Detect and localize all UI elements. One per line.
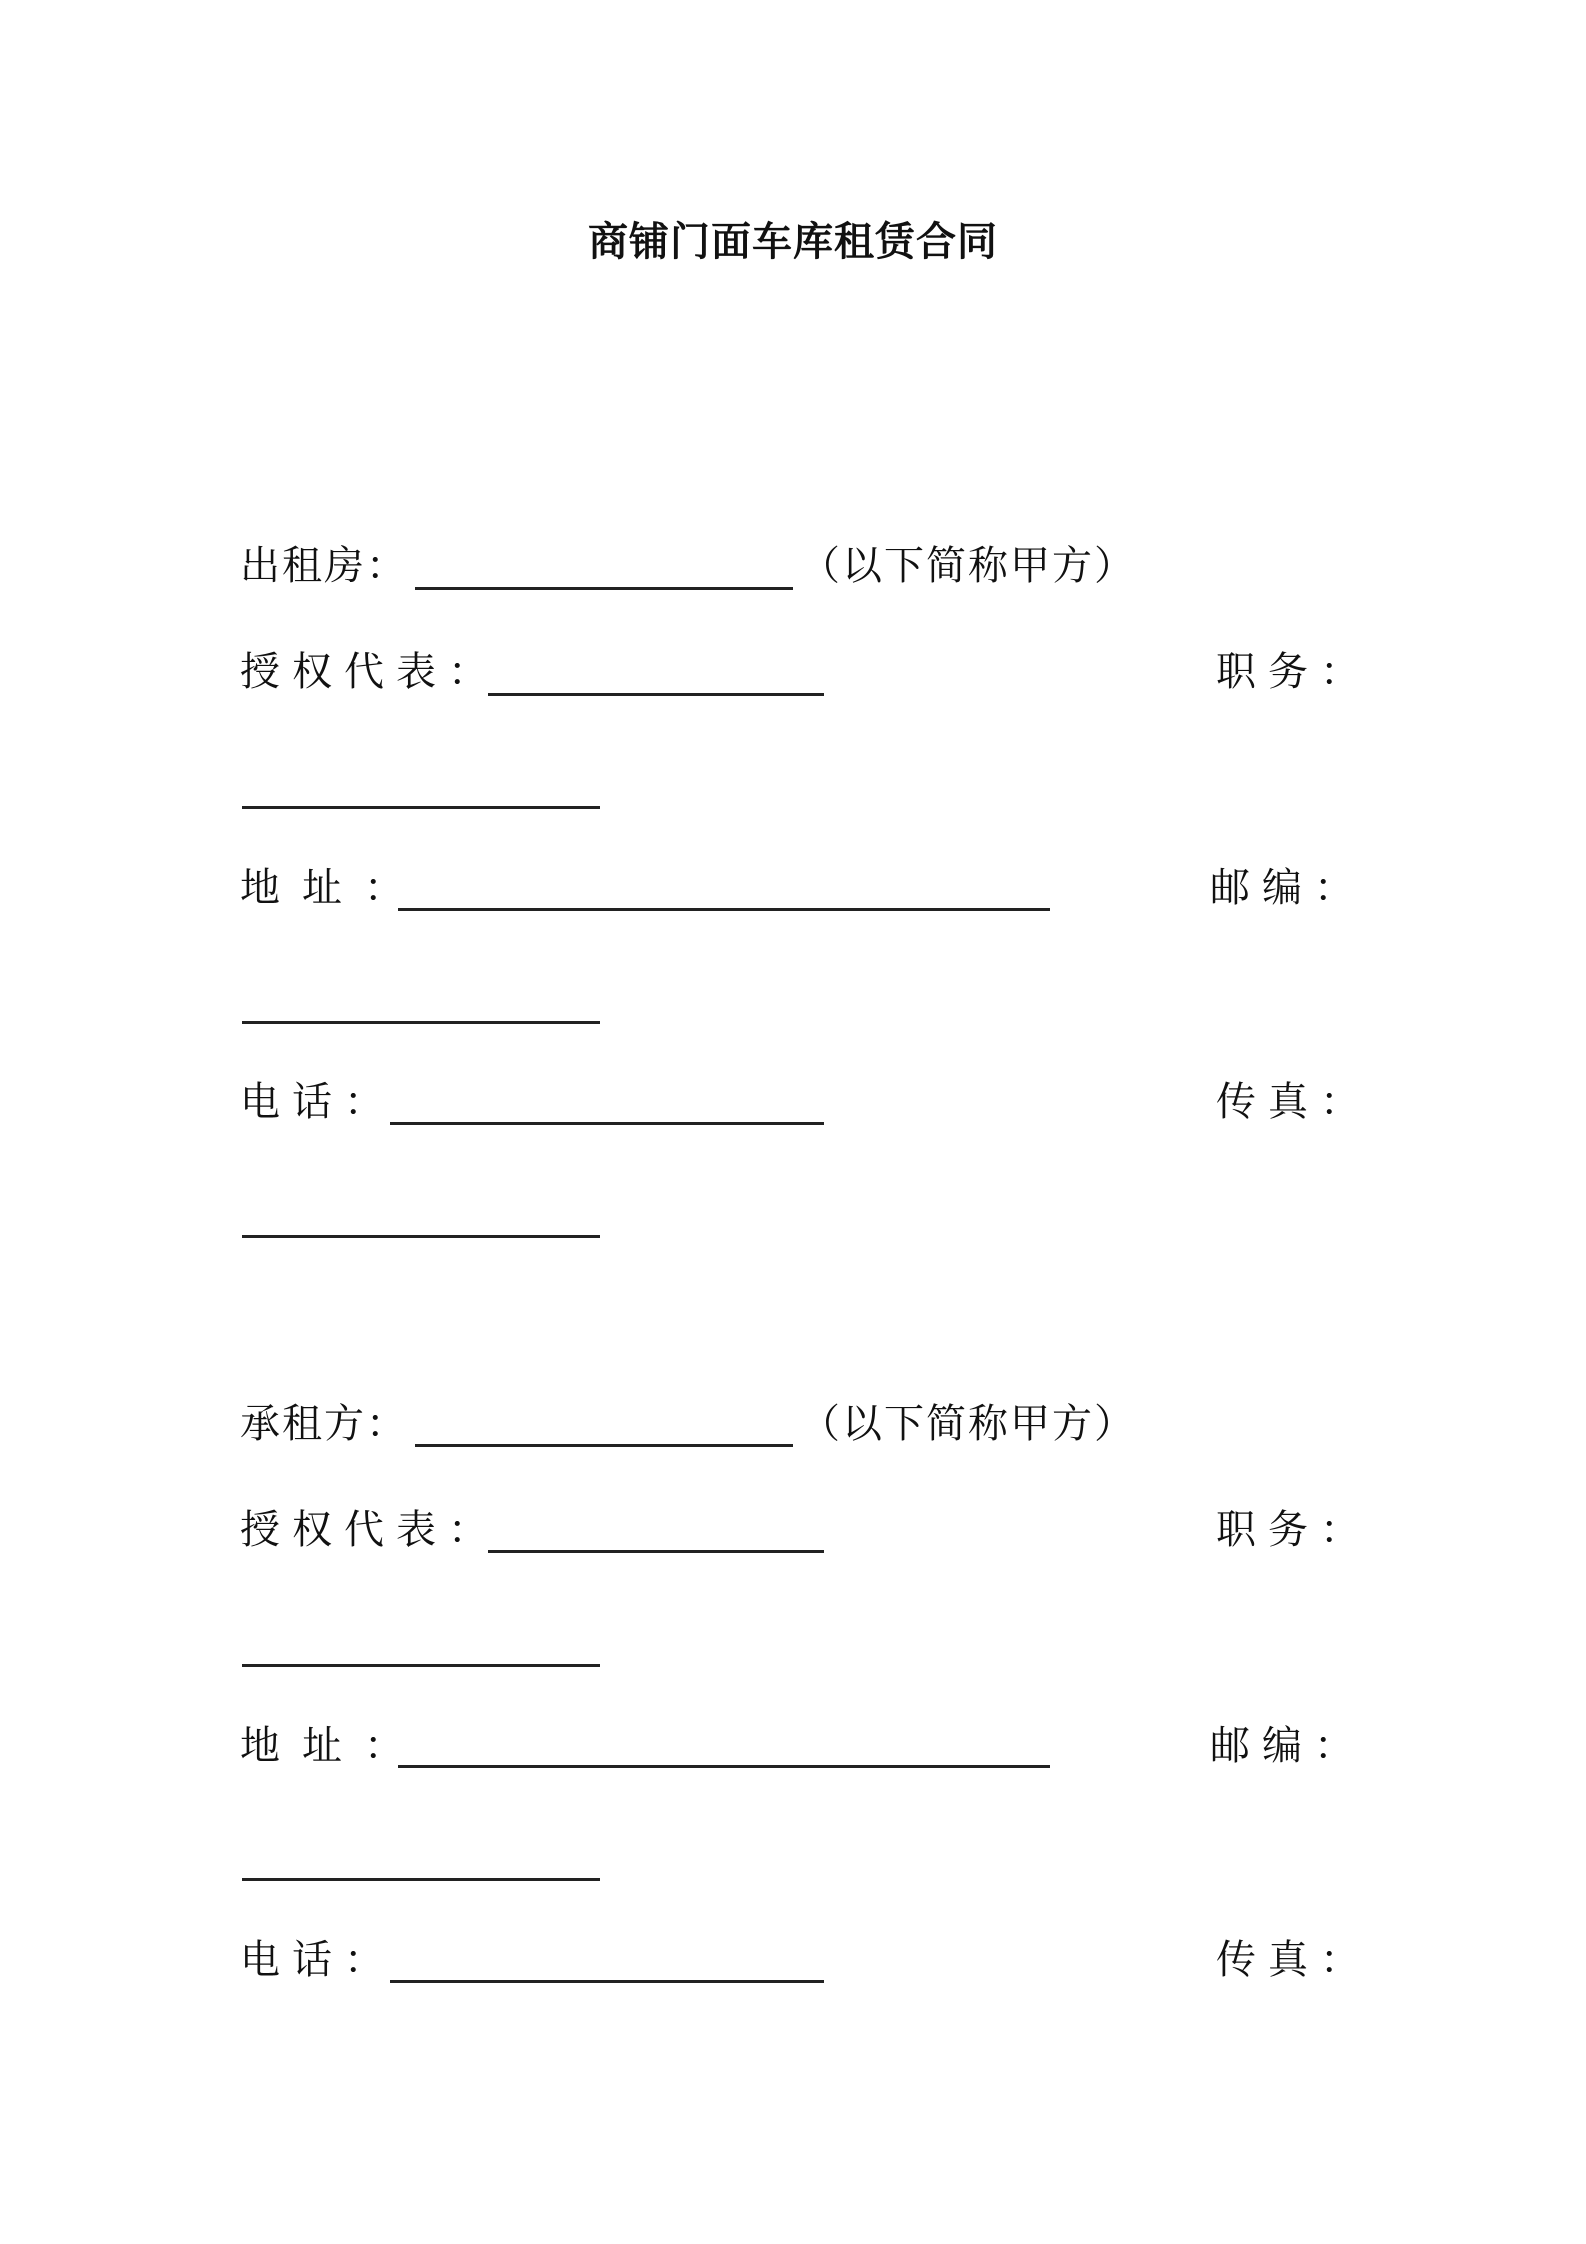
lessee-party-blank [415,1444,793,1447]
lessee-phone-blank [390,1980,824,1983]
lessor-fax-label: 传真： [1216,1079,1372,1125]
lessor-fax-blank [242,1235,600,1238]
lessor-address-blank [398,908,1050,911]
lessee-party-note: （以下简称甲方） [800,1401,1136,1447]
lessee-fax-label: 传真： [1216,1937,1372,1983]
lessee-rep-blank [488,1550,824,1553]
lessor-party-blank [415,587,793,590]
lessor-phone-blank [390,1122,824,1125]
lessor-rep-label: 授权代表： [240,649,500,695]
lessor-postcode-label: 邮编： [1210,865,1366,911]
lessor-party-note: （以下简称甲方） [800,543,1136,589]
lessee-postcode-blank [242,1878,600,1881]
lessor-postcode-blank [242,1021,600,1024]
lessee-postcode-label: 邮编： [1210,1723,1366,1769]
lessee-party-label: 承租方： [240,1401,408,1447]
lessor-rep-blank [488,693,824,696]
lessor-position-blank [242,806,600,809]
lessor-party-label: 出租房： [240,543,408,589]
lessor-phone-label: 电话： [240,1079,396,1125]
lessee-phone-label: 电话： [240,1937,396,1983]
lessee-address-blank [398,1765,1050,1768]
lessor-position-label: 职务： [1216,649,1372,695]
lessor-address-label: 地址： [240,865,426,911]
lessee-position-blank [242,1664,600,1667]
document-title: 商铺门面车库租赁合同 [588,219,998,265]
lessee-address-label: 地址： [240,1723,426,1769]
lessee-rep-label: 授权代表： [240,1507,500,1553]
lessee-position-label: 职务： [1216,1507,1372,1553]
